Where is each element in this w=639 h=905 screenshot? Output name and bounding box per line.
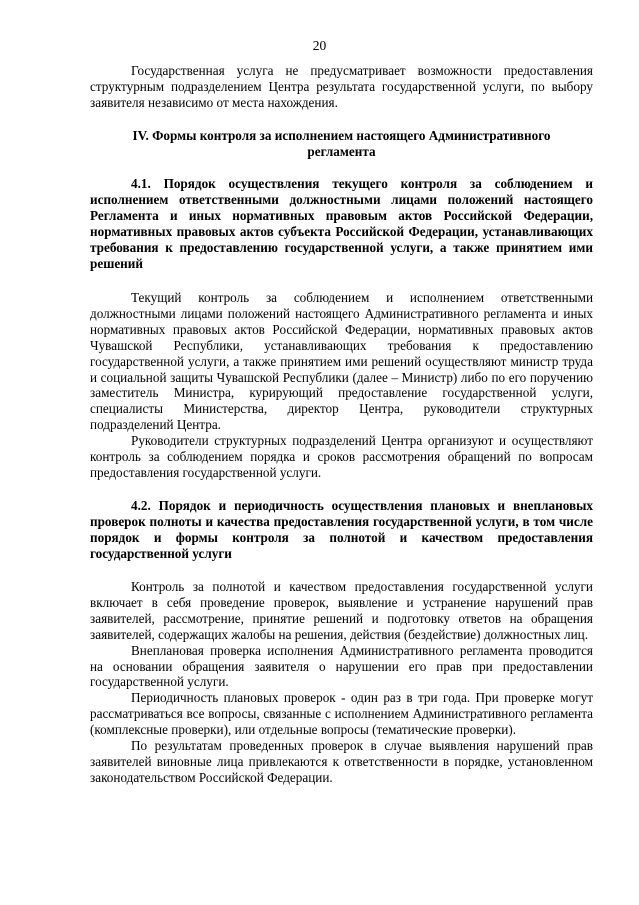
section-4-1-paragraph-1: Текущий контроль за соблюдением и исполнением ответственными должностными лицами положений настоящего Административного регламента и иных нормативных правовых актов Российской Федерации, нормативных правовых актов Чувашской Республики, устанавливающих требования к предоставлению государственной услуги, а также принятием ими решений осуществляют министр труда и социальной защиты Чувашской Республики (далее – Министр) либо по его поручению заместитель Министра, курирующий предоставление государственной услуги, специалисты Министерства, директор Центра, руководители структурных подразделений Центра. [90,290,593,433]
section-heading: IV. Формы контроля за исполнением настоящего Административного регламента [132,128,551,159]
section-4-2-paragraph-4: По результатам проведенных проверок в случае выявления нарушений прав заявителей виновные лица привлекаются к ответственности в порядке, установленном законодательством Российской Федерации. [90,738,593,785]
section-4-1-paragraph-2: Руководители структурных подразделений Центра организуют и осуществляют контроль за соблюдением порядка и сроков рассмотрения обращений по вопросам предоставления государственной услуги. [90,433,593,480]
section-4-2-heading: 4.2. Порядок и периодичность осуществления плановых и внеплановых проверок полноты и качества предоставления государственной услуги, в том числе порядок и формы контроля за полнотой и качеством предоставления государственной услуги [90,498,593,561]
section-iv-block [90,128,593,160]
section-4-1-body [90,290,593,481]
section-4-2-paragraph-1: Контроль за полнотой и качеством предоставления государственной услуги включает в себя проведение проверок, выявление и устранение нарушений прав заявителей, рассмотрение, принятие решений и подготовку ответов на обращения заявителей, содержащих жалобы на решения, действия (бездействие) должностных лиц. [90,579,593,642]
section-4-1-heading: 4.1. Порядок осуществления текущего контроля за соблюдением и исполнением ответственными должностными лицами положений настоящего Регламента и иных нормативных правовым актов Российской Федерации, нормативных правовых актов субъекта Российской Федерации, устанавливающих требования к предоставлению государственной услуги, а также принятием ими решений [90,176,593,271]
page-number: 20 [312,38,327,53]
section-4-2-paragraph-3: Периодичность плановых проверок - один раз в три года. При проверке могут рассматриваться все вопросы, связанные с исполнением Административного регламента (комплексные проверки), или отдельные вопросы (тематические проверки). [90,690,593,738]
section-4-2-body [90,579,593,786]
intro-block [90,63,593,111]
intro-paragraph: Государственная услуга не предусматривает возможности предоставления структурным подразделением Центра результата государственной услуги, по выбору заявителя независимо от места нахождения. [90,63,593,110]
section-4-2-heading-block [90,498,593,562]
section-4-2-paragraph-2: Внеплановая проверка исполнения Административного регламента проводится на основании обращения заявителя о нарушении его прав при предоставлении государственной услуги. [90,642,593,690]
section-4-1-heading-block [90,176,593,271]
